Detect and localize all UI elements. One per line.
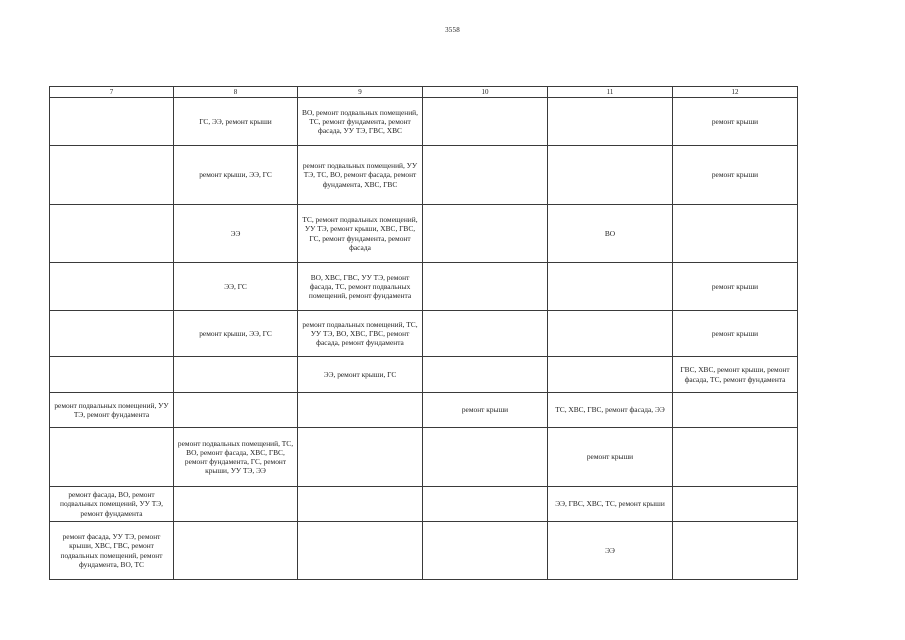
table-row bbox=[50, 428, 798, 487]
table-cell bbox=[548, 98, 673, 146]
table-cell: ВО, ХВС, ГВС, УУ ТЭ, ремонт фасада, ТС, ремонт подвальных помещений, ремонт фундамента bbox=[298, 263, 423, 311]
table-cell: ремонт подвальных помещений, ТС, УУ ТЭ, ВО, ХВС, ГВС, ремонт фасада, ремонт фундамента bbox=[298, 311, 423, 357]
table-cell: ремонт крыши bbox=[673, 146, 798, 205]
table-cell bbox=[423, 487, 548, 522]
table-cell bbox=[548, 357, 673, 393]
table-cell bbox=[423, 98, 548, 146]
table-cell: ЭЭ bbox=[174, 205, 298, 263]
table-cell bbox=[298, 522, 423, 580]
table-cell bbox=[423, 263, 548, 311]
table-cell: ЭЭ, ГС bbox=[174, 263, 298, 311]
column-header: 7 bbox=[50, 87, 174, 98]
table-cell bbox=[174, 487, 298, 522]
table-cell bbox=[50, 428, 174, 487]
table-cell: ремонт крыши bbox=[548, 428, 673, 487]
table-cell: ЭЭ, ГВС, ХВС, ТС, ремонт крыши bbox=[548, 487, 673, 522]
table-cell bbox=[673, 428, 798, 487]
works-table bbox=[49, 86, 798, 580]
table-cell: ВО, ремонт подвальных помещений, ТС, ремонт фундамента, ремонт фасада, УУ ТЭ, ГВС, ХВС bbox=[298, 98, 423, 146]
table-cell bbox=[174, 357, 298, 393]
table-cell bbox=[673, 487, 798, 522]
table-row bbox=[50, 311, 798, 357]
table-cell bbox=[673, 205, 798, 263]
table-cell: ремонт подвальных помещений, ТС, ВО, ремонт фасада, ХВС, ГВС, ремонт фундамента, ГС, ремонт крыши, УУ ТЭ, ЭЭ bbox=[174, 428, 298, 487]
table-cell bbox=[174, 393, 298, 428]
column-header: 8 bbox=[174, 87, 298, 98]
table-row bbox=[50, 205, 798, 263]
table-cell bbox=[548, 263, 673, 311]
table-cell bbox=[50, 311, 174, 357]
table-cell bbox=[673, 393, 798, 428]
table-cell: ремонт подвальных помещений, УУ ТЭ, ТС, ВО, ремонт фасада, ремонт фундамента, ХВС, ГВС bbox=[298, 146, 423, 205]
column-header: 11 bbox=[548, 87, 673, 98]
table-cell: ремонт крыши, ЭЭ, ГС bbox=[174, 146, 298, 205]
table-cell: ремонт фасада, УУ ТЭ, ремонт крыши, ХВС, ГВС, ремонт подвальных помещений, ремонт фундамента, ВО, ТС bbox=[50, 522, 174, 580]
header-row bbox=[50, 87, 798, 98]
table-cell bbox=[548, 311, 673, 357]
column-header: 10 bbox=[423, 87, 548, 98]
table-cell: ГС, ЭЭ, ремонт крыши bbox=[174, 98, 298, 146]
table-cell bbox=[298, 428, 423, 487]
table-cell bbox=[423, 205, 548, 263]
table-cell: ремонт крыши, ЭЭ, ГС bbox=[174, 311, 298, 357]
table-row bbox=[50, 357, 798, 393]
table-cell bbox=[423, 357, 548, 393]
table-cell bbox=[174, 522, 298, 580]
table-cell: ЭЭ bbox=[548, 522, 673, 580]
table-cell bbox=[423, 428, 548, 487]
table-cell bbox=[50, 357, 174, 393]
table-row bbox=[50, 487, 798, 522]
table-cell bbox=[50, 205, 174, 263]
table-cell bbox=[298, 393, 423, 428]
table-cell bbox=[423, 522, 548, 580]
page-number: 3558 bbox=[445, 26, 460, 34]
table-cell bbox=[548, 146, 673, 205]
table-cell bbox=[673, 522, 798, 580]
table-cell: ВО bbox=[548, 205, 673, 263]
table-cell: ремонт подвальных помещений, УУ ТЭ, ремонт фундамента bbox=[50, 393, 174, 428]
table-row bbox=[50, 98, 798, 146]
table-cell bbox=[50, 263, 174, 311]
table-cell: ГВС, ХВС, ремонт крыши, ремонт фасада, ТС, ремонт фундамента bbox=[673, 357, 798, 393]
table-cell bbox=[50, 146, 174, 205]
table-row bbox=[50, 522, 798, 580]
table-cell bbox=[298, 487, 423, 522]
table-cell: ремонт крыши bbox=[423, 393, 548, 428]
column-header: 12 bbox=[673, 87, 798, 98]
table-row bbox=[50, 393, 798, 428]
table-cell bbox=[423, 311, 548, 357]
table-cell: ремонт крыши bbox=[673, 263, 798, 311]
table-cell: ТС, ХВС, ГВС, ремонт фасада, ЭЭ bbox=[548, 393, 673, 428]
table-cell bbox=[423, 146, 548, 205]
table-cell: ЭЭ, ремонт крыши, ГС bbox=[298, 357, 423, 393]
table-cell bbox=[50, 98, 174, 146]
column-header: 9 bbox=[298, 87, 423, 98]
table-row bbox=[50, 146, 798, 205]
table-cell: ремонт фасада, ВО, ремонт подвальных помещений, УУ ТЭ, ремонт фундамента bbox=[50, 487, 174, 522]
table-cell: ремонт крыши bbox=[673, 311, 798, 357]
table-cell: ТС, ремонт подвальных помещений, УУ ТЭ, ремонт крыши, ХВС, ГВС, ГС, ремонт фундамента, ремонт фасада bbox=[298, 205, 423, 263]
table-row bbox=[50, 263, 798, 311]
table-cell: ремонт крыши bbox=[673, 98, 798, 146]
